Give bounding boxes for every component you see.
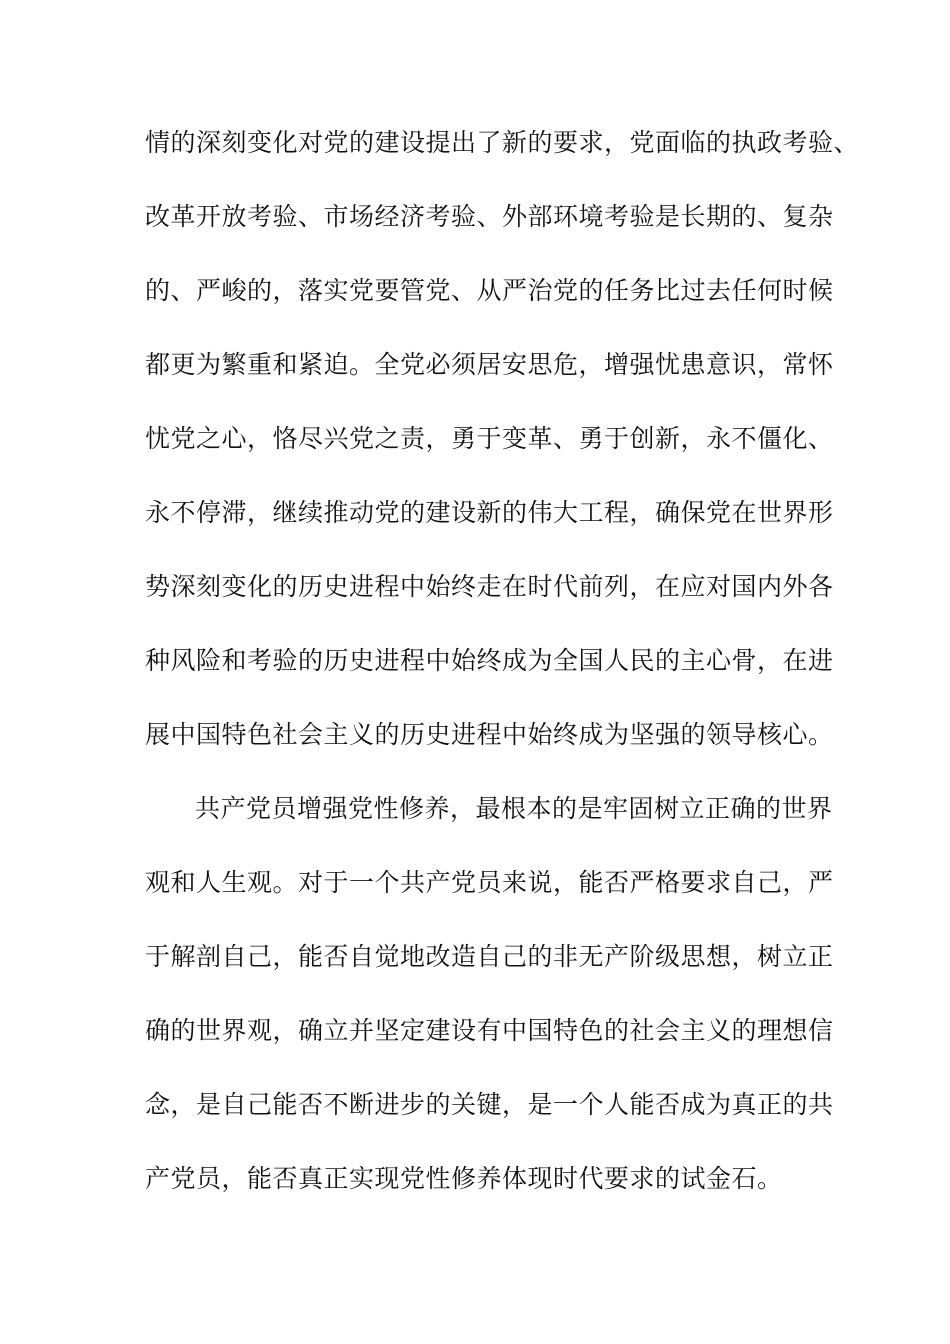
text-line: 情的深刻变化对党的建设提出了新的要求，党面临的执政考验、 [145, 128, 860, 157]
text-line: 忧党之心，恪尽兴党之责，勇于变革、勇于创新，永不僵化、 [145, 424, 834, 453]
text-line: 于解剖自己，能否自觉地改造自己的非无产阶级思想，树立正 [145, 942, 834, 971]
paragraph-first-line: 共产党员增强党性修养，最根本的是牢固树立正确的世界 [195, 794, 833, 823]
document-body [145, 128, 860, 1240]
text-line: 念，是自己能否不断进步的关键，是一个人能否成为真正的共 [145, 1090, 834, 1119]
text-line: 确的世界观，确立并坚定建设有中国特色的社会主义的理想信 [145, 1016, 834, 1045]
text-line: 的、严峻的，落实党要管党、从严治党的任务比过去任何时候 [145, 276, 834, 305]
text-line: 势深刻变化的历史进程中始终走在时代前列，在应对国内外各 [145, 572, 834, 601]
text-line: 种风险和考验的历史进程中始终成为全国人民的主心骨，在进 [145, 646, 834, 675]
text-line: 展中国特色社会主义的历史进程中始终成为坚强的领导核心。 [145, 720, 834, 749]
text-line: 改革开放考验、市场经济考验、外部环境考验是长期的、复杂 [145, 202, 834, 231]
text-line: 都更为繁重和紧迫。全党必须居安思危，增强忧患意识，常怀 [145, 350, 834, 379]
text-line: 永不停滞，继续推动党的建设新的伟大工程，确保党在世界形 [145, 498, 834, 527]
text-line: 观和人生观。对于一个共产党员来说，能否严格要求自己，严 [145, 868, 834, 897]
text-line: 产党员，能否真正实现党性修养体现时代要求的试金石。 [145, 1164, 783, 1193]
